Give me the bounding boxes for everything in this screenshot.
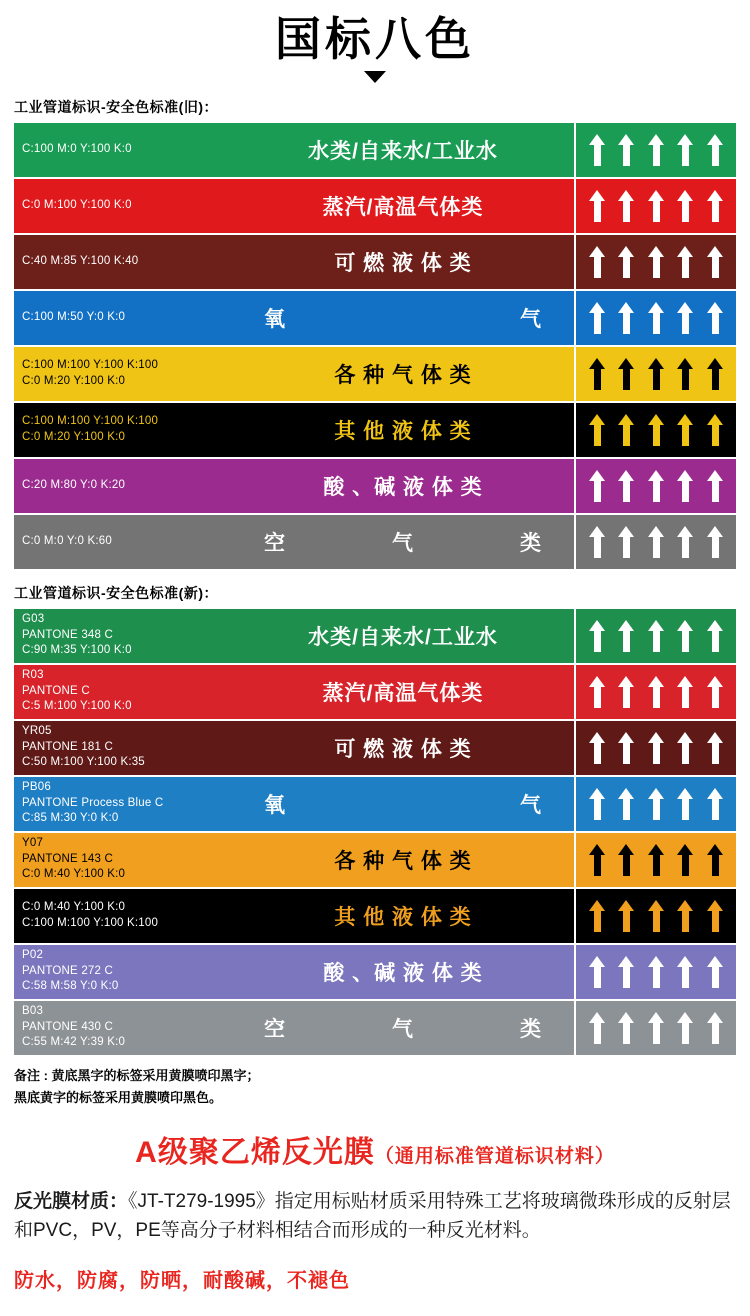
- page-title-block: [0, 0, 750, 83]
- arrow-strip: [574, 665, 736, 719]
- pipe-label-name: 酸 、碱 液 体 类: [323, 475, 483, 499]
- arrow-up-icon: [648, 470, 665, 502]
- promo-headline-main: A级聚乙烯反光膜: [135, 1135, 375, 1169]
- promo-body: [14, 1187, 736, 1246]
- arrow-up-icon: [648, 414, 665, 446]
- arrow-up-icon: [648, 788, 665, 820]
- color-code-cell: [14, 123, 232, 177]
- table-row: [14, 1001, 736, 1055]
- arrow-up-icon: [618, 302, 635, 334]
- arrow-up-icon: [677, 844, 694, 876]
- pipe-label-name: 其 他 液 体 类: [334, 419, 472, 443]
- arrow-strip: [574, 889, 736, 943]
- pipe-label-name: 各 种 气 体 类: [334, 849, 472, 873]
- color-code-cell: [14, 665, 232, 719]
- arrow-up-icon: [648, 134, 665, 166]
- pipe-label-char: 氧: [264, 307, 286, 331]
- arrow-up-icon: [707, 900, 724, 932]
- section-label-old: 工业管道标识-安全色标准(旧)：: [14, 98, 218, 115]
- arrow-up-icon: [618, 470, 635, 502]
- table-row: [14, 609, 736, 663]
- pipe-label-char: 空: [264, 531, 286, 555]
- pipe-label-char: 空: [264, 1017, 286, 1041]
- arrow-up-icon: [618, 246, 635, 278]
- color-code-line: R03: [22, 669, 44, 682]
- color-code-line: C:0 M:40 Y:100 K:0: [22, 868, 126, 881]
- promo-tagline: 防水，防腐，防晒，耐酸碱，不褪色: [14, 1269, 350, 1292]
- arrow-up-icon: [707, 414, 724, 446]
- arrow-up-icon: [618, 900, 635, 932]
- color-code-line: PB06: [22, 781, 51, 794]
- color-code-line: C:0 M:40 Y:100 K:0: [22, 901, 126, 914]
- arrow-strip: [574, 123, 736, 177]
- color-code-cell: [14, 833, 232, 887]
- arrow-up-icon: [589, 788, 606, 820]
- arrow-up-icon: [677, 414, 694, 446]
- arrow-up-icon: [707, 1012, 724, 1044]
- arrow-up-icon: [589, 358, 606, 390]
- arrow-up-icon: [618, 134, 635, 166]
- color-code-line: C:55 M:42 Y:39 K:0: [22, 1036, 126, 1049]
- arrow-strip: [574, 721, 736, 775]
- pipe-label-name: [232, 291, 574, 345]
- table-row: [14, 665, 736, 719]
- pipe-label-name: 其 他 液 体 类: [334, 905, 472, 929]
- color-code-line: C:90 M:35 Y:100 K:0: [22, 644, 132, 657]
- color-code-line: C:0 M:100 Y:100 K:0: [22, 198, 132, 211]
- arrow-up-icon: [707, 788, 724, 820]
- arrow-up-icon: [618, 526, 635, 558]
- arrow-up-icon: [589, 414, 606, 446]
- color-code-cell: [14, 1001, 232, 1055]
- pipe-label-char: 气: [520, 307, 542, 331]
- arrow-up-icon: [677, 620, 694, 652]
- arrow-strip: [574, 609, 736, 663]
- arrow-strip: [574, 459, 736, 513]
- arrow-up-icon: [589, 526, 606, 558]
- arrow-up-icon: [618, 414, 635, 446]
- arrow-up-icon: [648, 302, 665, 334]
- color-code-cell: [14, 777, 232, 831]
- color-code-line: PANTONE 143 C: [22, 852, 114, 865]
- pipe-label-name: 蒸汽/高温气体类: [322, 195, 484, 219]
- arrow-up-icon: [707, 956, 724, 988]
- color-code-cell: [14, 179, 232, 233]
- arrow-up-icon: [677, 900, 694, 932]
- color-code-line: C:58 M:58 Y:0 K:0: [22, 980, 119, 993]
- arrow-up-icon: [589, 900, 606, 932]
- color-code-line: C:85 M:30 Y:0 K:0: [22, 812, 119, 825]
- pipe-label-name: 水类/自来水/工业水: [308, 625, 498, 649]
- arrow-up-icon: [618, 732, 635, 764]
- table-row: [14, 945, 736, 999]
- arrow-up-icon: [618, 190, 635, 222]
- color-code-line: YR05: [22, 725, 52, 738]
- arrow-up-icon: [589, 190, 606, 222]
- arrow-up-icon: [618, 1012, 635, 1044]
- arrow-up-icon: [648, 358, 665, 390]
- arrow-up-icon: [707, 190, 724, 222]
- arrow-strip: [574, 515, 736, 569]
- arrow-up-icon: [648, 956, 665, 988]
- arrow-strip: [574, 1001, 736, 1055]
- arrow-up-icon: [677, 470, 694, 502]
- arrow-up-icon: [707, 302, 724, 334]
- arrow-up-icon: [677, 190, 694, 222]
- table-row: [14, 721, 736, 775]
- pipe-label-char: 氧: [264, 793, 286, 817]
- arrow-up-icon: [648, 246, 665, 278]
- arrow-up-icon: [707, 358, 724, 390]
- arrow-up-icon: [648, 620, 665, 652]
- table-row: [14, 347, 736, 401]
- caret-down-icon: [364, 71, 386, 83]
- table-row: [14, 235, 736, 289]
- color-code-line: C:5 M:100 Y:100 K:0: [22, 700, 132, 713]
- color-code-line: C:20 M:80 Y:0 K:20: [22, 478, 126, 491]
- color-code-line: C:100 M:0 Y:100 K:0: [22, 142, 132, 155]
- arrow-up-icon: [677, 676, 694, 708]
- table-row: [14, 403, 736, 457]
- arrow-up-icon: [648, 190, 665, 222]
- arrow-strip: [574, 833, 736, 887]
- color-code-cell: [14, 403, 232, 457]
- arrow-up-icon: [707, 246, 724, 278]
- table-row: [14, 889, 736, 943]
- arrow-up-icon: [618, 620, 635, 652]
- pipe-label-char: 类: [520, 1017, 542, 1041]
- color-code-line: PANTONE C: [22, 684, 90, 697]
- arrow-strip: [574, 347, 736, 401]
- arrow-up-icon: [648, 900, 665, 932]
- table-row: [14, 459, 736, 513]
- arrow-up-icon: [589, 844, 606, 876]
- color-code-line: C:100 M:50 Y:0 K:0: [22, 310, 126, 323]
- arrow-up-icon: [618, 788, 635, 820]
- pipe-label-name: 水类/自来水/工业水: [308, 139, 498, 163]
- pipe-label-name: 酸 、碱 液 体 类: [323, 961, 483, 985]
- arrow-up-icon: [589, 246, 606, 278]
- color-code-line: C:0 M:0 Y:0 K:60: [22, 534, 112, 547]
- arrow-up-icon: [648, 732, 665, 764]
- color-table-new: [14, 609, 736, 1055]
- arrow-up-icon: [648, 676, 665, 708]
- pipe-label-name: [232, 777, 574, 831]
- arrow-up-icon: [677, 526, 694, 558]
- color-code-line: PANTONE 348 C: [22, 628, 114, 641]
- color-table-old: [14, 123, 736, 569]
- pipe-label-name: [232, 515, 574, 569]
- promo-headline-sub: （通用标准管道标识材料）: [374, 1145, 615, 1167]
- color-code-cell: [14, 515, 232, 569]
- notes-block: [14, 1065, 736, 1109]
- color-code-line: B03: [22, 1005, 44, 1018]
- arrow-up-icon: [648, 526, 665, 558]
- arrow-up-icon: [589, 470, 606, 502]
- arrow-up-icon: [589, 956, 606, 988]
- arrow-up-icon: [677, 1012, 694, 1044]
- color-code-line: PANTONE 181 C: [22, 740, 114, 753]
- color-code-line: C:100 M:100 Y:100 K:100: [22, 415, 159, 428]
- promo-body-lead: 反光膜材质：: [14, 1190, 129, 1212]
- arrow-up-icon: [589, 732, 606, 764]
- table-row: [14, 777, 736, 831]
- promo-block: [0, 1135, 750, 1293]
- pipe-label-name: 蒸汽/高温气体类: [322, 681, 484, 705]
- color-code-cell: [14, 889, 232, 943]
- pipe-label-name: 可 燃 液 体 类: [334, 251, 472, 275]
- arrow-strip: [574, 945, 736, 999]
- arrow-strip: [574, 235, 736, 289]
- pipe-label-char: 气: [392, 1017, 414, 1041]
- arrow-up-icon: [589, 676, 606, 708]
- arrow-up-icon: [707, 620, 724, 652]
- color-code-cell: [14, 721, 232, 775]
- arrow-up-icon: [589, 302, 606, 334]
- pipe-label-char: 气: [520, 793, 542, 817]
- color-code-line: C:50 M:100 Y:100 K:35: [22, 756, 145, 769]
- color-code-line: Y07: [22, 837, 44, 850]
- arrow-up-icon: [677, 358, 694, 390]
- promo-headline: [14, 1135, 736, 1171]
- arrow-up-icon: [707, 470, 724, 502]
- promo-body-text: 《JT-T279-1995》指定用标贴材质采用特殊工艺将玻璃微珠形成的反射层和PVC，PV，PE等高分子材料相结合而形成的一种反光材料。: [14, 1190, 731, 1242]
- arrow-up-icon: [618, 358, 635, 390]
- color-code-line: C:100 M:100 Y:100 K:100: [22, 359, 159, 372]
- arrow-up-icon: [707, 732, 724, 764]
- color-code-line: C:0 M:20 Y:100 K:0: [22, 430, 126, 443]
- arrow-up-icon: [707, 526, 724, 558]
- color-code-line: PANTONE Process Blue C: [22, 796, 164, 809]
- section-label-new: 工业管道标识-安全色标准(新)：: [14, 584, 218, 601]
- color-code-cell: [14, 291, 232, 345]
- color-code-cell: [14, 235, 232, 289]
- color-code-cell: [14, 347, 232, 401]
- table-row: [14, 515, 736, 569]
- arrow-strip: [574, 179, 736, 233]
- arrow-up-icon: [677, 732, 694, 764]
- arrow-up-icon: [677, 956, 694, 988]
- color-code-line: C:40 M:85 Y:100 K:40: [22, 254, 139, 267]
- arrow-strip: [574, 291, 736, 345]
- arrow-up-icon: [707, 134, 724, 166]
- note-line-1: 备注 : 黄底黑字的标签采用黄膜喷印黑字；: [14, 1067, 260, 1083]
- arrow-up-icon: [589, 620, 606, 652]
- table-row: [14, 833, 736, 887]
- arrow-up-icon: [707, 844, 724, 876]
- arrow-strip: [574, 403, 736, 457]
- color-code-line: C:100 M:100 Y:100 K:100: [22, 916, 159, 929]
- pipe-label-name: [232, 1001, 574, 1055]
- arrow-up-icon: [618, 956, 635, 988]
- color-code-line: PANTONE 272 C: [22, 964, 114, 977]
- arrow-strip: [574, 777, 736, 831]
- color-code-line: G03: [22, 613, 45, 626]
- color-code-cell: [14, 459, 232, 513]
- arrow-up-icon: [618, 676, 635, 708]
- page-title: 国标八色: [275, 13, 475, 65]
- color-code-line: PANTONE 430 C: [22, 1020, 114, 1033]
- arrow-up-icon: [589, 1012, 606, 1044]
- pipe-label-name: 可 燃 液 体 类: [334, 737, 472, 761]
- pipe-label-char: 类: [520, 531, 542, 555]
- arrow-up-icon: [677, 246, 694, 278]
- arrow-up-icon: [707, 676, 724, 708]
- pipe-label-name: 各 种 气 体 类: [334, 363, 472, 387]
- color-code-cell: [14, 609, 232, 663]
- color-code-cell: [14, 945, 232, 999]
- arrow-up-icon: [648, 844, 665, 876]
- arrow-up-icon: [618, 844, 635, 876]
- arrow-up-icon: [589, 134, 606, 166]
- arrow-up-icon: [648, 1012, 665, 1044]
- arrow-up-icon: [677, 134, 694, 166]
- table-row: [14, 123, 736, 177]
- pipe-label-char: 气: [392, 531, 414, 555]
- table-row: [14, 291, 736, 345]
- table-row: [14, 179, 736, 233]
- color-code-line: P02: [22, 949, 44, 962]
- color-code-line: C:0 M:20 Y:100 K:0: [22, 374, 126, 387]
- note-line-2: 黑底黄字的标签采用黄膜喷印黑色。: [14, 1089, 223, 1105]
- arrow-up-icon: [677, 302, 694, 334]
- arrow-up-icon: [677, 788, 694, 820]
